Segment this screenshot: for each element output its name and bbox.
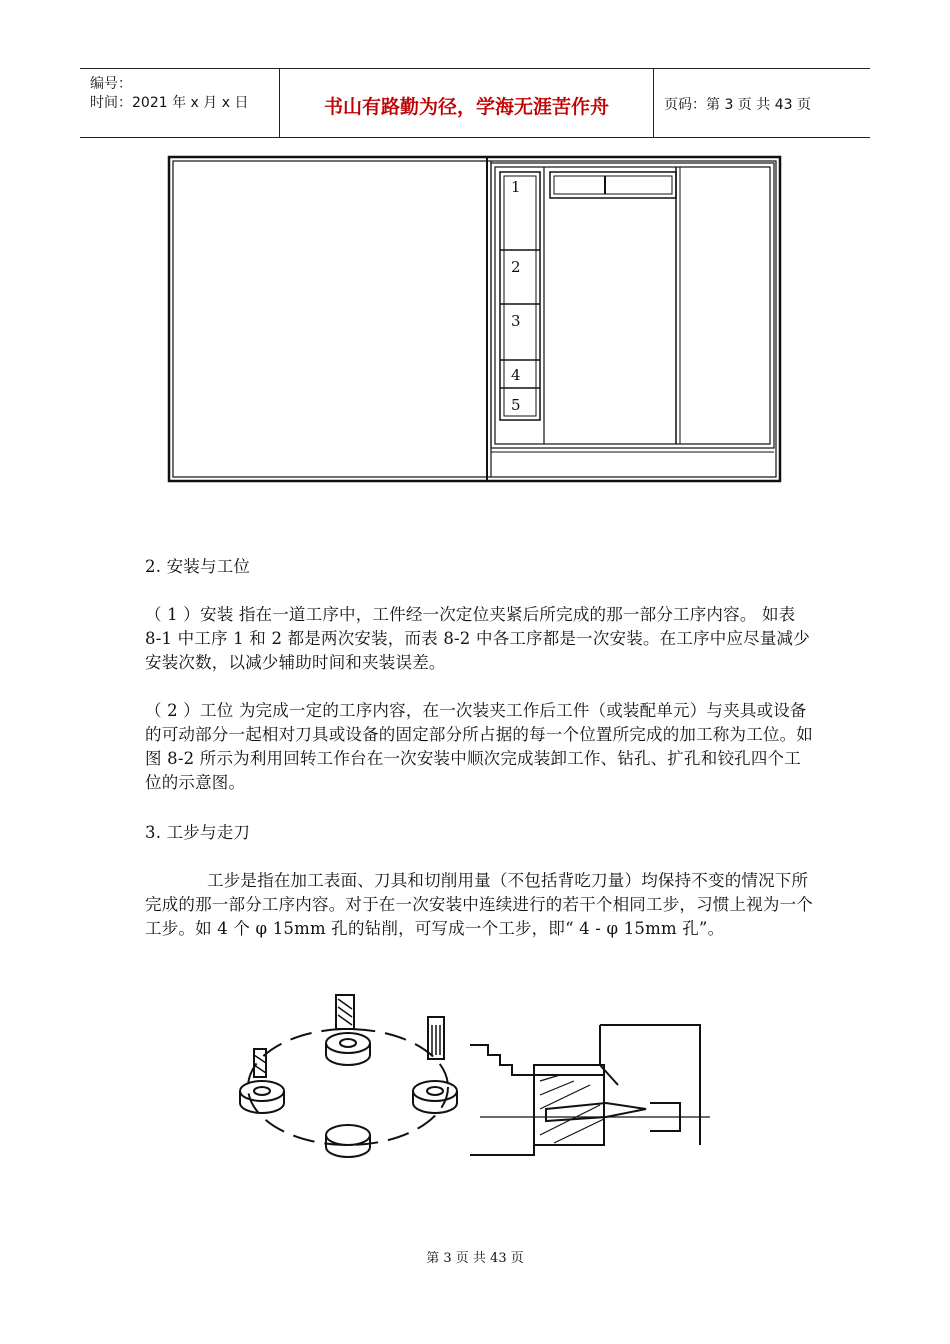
paragraph (145, 699, 815, 795)
row-number: 2 (511, 258, 521, 276)
document-date: 时间：2021 年 x 月 x 日 (90, 95, 249, 111)
header-page-number: 页码：第 3 页 共 43 页 (664, 97, 811, 113)
paragraph-work-step: 工步是指在加工表面、刀具和切削用量（不包括背吃刀量）均保持不变的情况下所完成的那一部分工序内容。对于在一次安装中连续进行的若干个相同工步，习惯上视为一个工步。如 4 个 φ 15mm 孔的钻削，可写成一个工步，即“ 4 - φ 15mm 孔”。 (145, 871, 813, 938)
header-motto: 书山有路勤为径，学海无涯苦作舟 (323, 96, 609, 118)
row-number: 4 (511, 366, 521, 384)
section-heading: 2. 安装与工位 (145, 557, 251, 576)
document-code: 编号： (90, 76, 132, 92)
paragraph-station: （ 2 ）工位 为完成一定的工序内容，在一次装夹工作后工件（或装配单元）与夹具或设备的可动部分一起相对刀具或设备的固定部分所占据的每一个位置所完成的加工称为工位。如图 8-2 所示为利用回转工作台在一次安装中顺次完成装卸工作、钻孔、扩孔和铰孔四个工位的示意图。 (145, 701, 813, 792)
page-footer: 第 3 页 共 43 页 (426, 1251, 524, 1266)
row-number: 3 (511, 312, 521, 330)
row-number: 1 (511, 178, 521, 196)
row-number: 5 (511, 396, 521, 414)
paragraph (145, 869, 815, 941)
figure-rotary-table-and-drilling (230, 985, 730, 1205)
paragraph-installation: （ 1 ）安装 指在一道工序中，工件经一次定位夹紧后所完成的那一部分工序内容。 如表 8-1 中工序 1 和 2 都是两次安装，而表 8-2 中各工序都是一次安装。在工序中应尽量减少安装次数，以减少辅助时间和夹装误差。 (145, 605, 810, 672)
section-heading: 3. 工步与走刀 (145, 823, 251, 842)
paragraph (145, 603, 815, 675)
process-table (0, 0, 950, 500)
